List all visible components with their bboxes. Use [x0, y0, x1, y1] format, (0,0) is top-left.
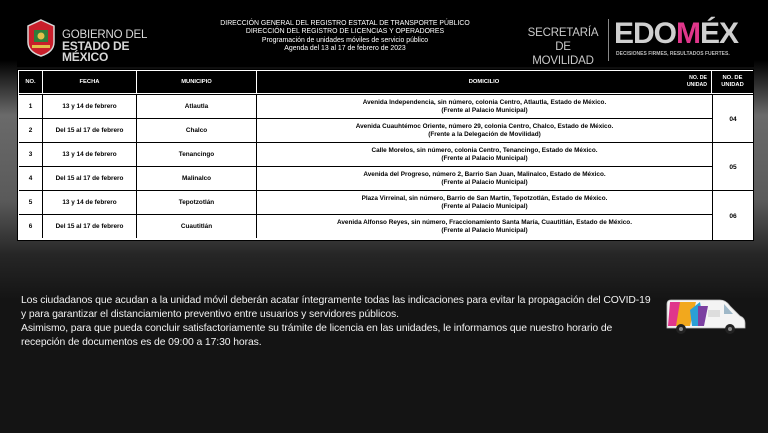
row-domicilio: [257, 95, 712, 118]
header-no-unidad-inner-2: UNIDAD: [686, 82, 707, 88]
row-domicilio: [257, 215, 712, 238]
row-no: 5: [19, 191, 43, 214]
row-fecha: Del 15 al 17 de febrero: [43, 167, 137, 190]
row-domicilio: [257, 119, 712, 142]
row-address: Avenida del Progreso, número 2, Barrio San Juan, Malinalco, Estado de México.: [363, 170, 606, 178]
row-municipio: Atlautla: [137, 95, 257, 118]
title-line-1: DIRECCIÓN GENERAL DEL REGISTRO ESTATAL DE TRANSPORTE PÚBLICO: [220, 20, 470, 27]
brand-mid: M: [676, 17, 701, 50]
row-address: Plaza Virreinal, sin número, Barrio de San Martín, Tepotzotlán, Estado de México.: [361, 194, 608, 202]
row-municipio: Tenancingo: [137, 143, 257, 166]
header-domicilio-label: DOMICILIO: [468, 78, 500, 85]
brand-pre: EDO: [614, 17, 677, 50]
notice-text: [21, 294, 651, 350]
document-title: [167, 20, 523, 53]
row-reference: (Frente al Palacio Municipal): [441, 106, 528, 114]
row-domicilio: [257, 143, 712, 166]
header-no-unidad: [712, 71, 753, 93]
row-address: Calle Morelos, sin número, colonia Centro, Tenancingo, Estado de México.: [371, 146, 598, 154]
row-fecha: 13 y 14 de febrero: [43, 143, 137, 166]
row-reference: (Frente al Palacio Municipal): [441, 226, 528, 234]
row-domicilio: [257, 191, 712, 214]
title-line-3: Programación de unidades móviles de servicio público: [261, 36, 429, 44]
row-municipio: Tepotzotlán: [137, 191, 257, 214]
row-fecha: Del 15 al 17 de febrero: [43, 119, 137, 142]
title-line-4: Agenda del 13 al 17 de febrero de 2023: [284, 44, 406, 52]
brand-tagline: DECISIONES FIRMES, RESULTADOS FUERTES.: [616, 51, 730, 57]
table-row: [19, 190, 712, 214]
row-fecha: 13 y 14 de febrero: [43, 95, 137, 118]
table-row: [19, 94, 712, 118]
state-seal-icon: [24, 18, 58, 58]
row-address: Avenida Cuauhtémoc Oriente, número 29, colonia Centro, Chalco, Estado de México.: [355, 122, 614, 130]
header-divider: [608, 19, 609, 61]
row-reference: (Frente al Palacio Municipal): [441, 178, 528, 186]
row-reference: (Frente al Palacio Municipal): [441, 154, 528, 162]
unit-number: 06: [712, 190, 753, 241]
row-no: 2: [19, 119, 43, 142]
gobierno-logo: [24, 18, 156, 64]
notice-paragraph-1: Los ciudadanos que acudan a la unidad móvil deberán acatar íntegramente todas las indicaciones para evitar la propagación del COVID-19 y para garantizar el distanciamiento preventivo entre usuarios y servidores públicos.: [21, 295, 651, 320]
row-no: 1: [19, 95, 43, 118]
unit-number: 05: [712, 142, 753, 192]
row-domicilio: [257, 167, 712, 190]
mobile-unit-van-icon: [664, 296, 748, 336]
header-no-unidad-inner-1: NO. DE: [689, 75, 707, 81]
row-municipio: Malinalco: [137, 167, 257, 190]
secretaria-line-1: SECRETARÍA DE: [527, 27, 599, 53]
header-fecha: FECHA: [43, 71, 136, 93]
header-domicilio: [257, 71, 711, 93]
header-no-unidad-2: UNIDAD: [721, 82, 744, 88]
notice-paragraph-2: Asimismo, para que pueda concluir satisfactoriamente su trámite de licencia en las unidades, le informamos que nuestro horario de recepción de documentos es de 09:00 a 17:30 horas.: [21, 323, 613, 348]
edomex-logo: [614, 18, 738, 50]
schedule-table: [17, 69, 754, 241]
table-row: [19, 118, 712, 142]
brand-post: ÉX: [700, 17, 739, 50]
row-fecha: Del 15 al 17 de febrero: [43, 215, 137, 238]
row-fecha: 13 y 14 de febrero: [43, 191, 137, 214]
table-row: [19, 142, 712, 166]
header-banner: [17, 11, 754, 67]
table-row: [19, 166, 712, 190]
secretaria-movilidad-logo: [519, 26, 607, 68]
header-no: NO.: [19, 71, 42, 93]
row-reference: (Frente a la Delegación de Movilidad): [428, 130, 541, 138]
table-row: [19, 214, 712, 238]
header-no-unidad-1: NO. DE: [722, 75, 743, 81]
title-line-2: DIRECCIÓN DEL REGISTRO DE LICENCIAS Y OPERADORES: [245, 28, 445, 36]
gobierno-text: [62, 30, 156, 63]
row-address: Avenida Alfonso Reyes, sin número, Fraccionamiento Santa María, Cuautitlán, Estado de México.: [337, 218, 632, 226]
header-no-unidad-inner: [687, 75, 707, 89]
row-reference: (Frente al Palacio Municipal): [441, 202, 528, 210]
secretaria-line-2: MOVILIDAD: [532, 55, 594, 67]
gov-line-1: GOBIERNO DEL: [62, 29, 148, 41]
gov-line-2: ESTADO DE MÉXICO: [62, 39, 130, 64]
unit-number: 04: [712, 94, 753, 144]
header-municipio: MUNICIPIO: [137, 71, 256, 93]
row-municipio: Cuautitlán: [137, 215, 257, 238]
row-address: Avenida Independencia, sin número, colonia Centro, Atlautla, Estado de México.: [362, 98, 607, 106]
row-no: 3: [19, 143, 43, 166]
row-municipio: Chalco: [137, 119, 257, 142]
row-no: 6: [19, 215, 43, 238]
row-no: 4: [19, 167, 43, 190]
